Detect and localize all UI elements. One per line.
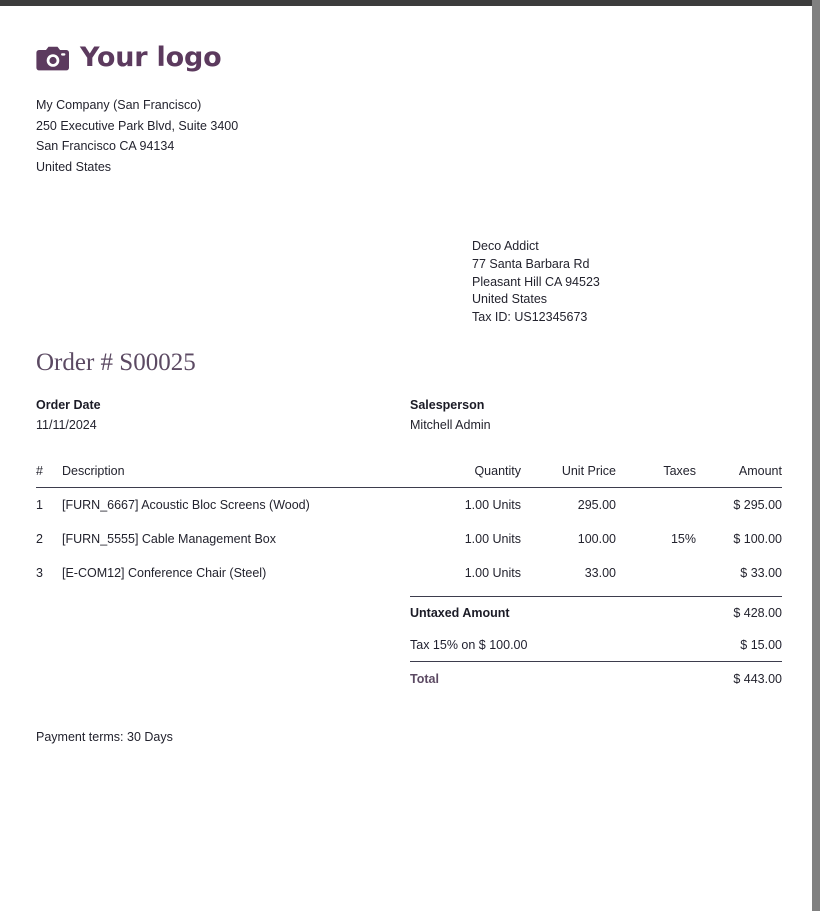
cell-taxes [616,488,696,523]
line-items-table [36,458,782,590]
total-value: $ 443.00 [733,672,782,686]
logo-block [36,6,776,73]
total-label: Total [410,672,439,686]
cell-number: 1 [36,498,43,512]
salesperson-block [410,395,491,435]
customer-address-line: United States [472,292,548,307]
cell-unit-price: 295.00 [577,498,616,512]
customer-address-line: 77 Santa Barbara Rd [472,256,590,271]
cell-unit-price: 33.00 [584,566,616,580]
cell-quantity: 1.00 Units [464,566,521,580]
order-date-value: 11/11/2024 [36,418,97,432]
column-header-number: # [36,458,62,488]
cell-description: [FURN_6667] Acoustic Bloc Screens (Wood) [62,498,310,512]
table-row [36,488,782,523]
cell-taxes [616,556,696,590]
tax-row [410,629,782,662]
cell-taxes: 15% [670,532,696,546]
document-page [0,6,812,911]
cell-unit-price: 100.00 [577,532,616,546]
company-address [36,95,776,177]
cell-number: 2 [36,532,43,546]
company-address-line: 250 Executive Park Blvd, Suite 3400 [36,118,239,133]
salesperson-label: Salesperson [410,398,485,412]
salesperson-value: Mitchell Admin [410,418,491,432]
company-address-line: San Francisco CA 94134 [36,139,175,153]
column-header-amount: Amount [696,458,782,488]
payment-terms: Payment terms: 30 Days [36,730,173,744]
column-header-taxes: Taxes [616,458,696,488]
page-right-edge [812,0,820,911]
untaxed-amount-row [410,597,782,630]
company-address-line: United States [36,159,112,174]
totals-block [410,596,782,695]
cell-amount: $ 295.00 [733,498,782,512]
table-row [36,522,782,556]
cell-description: [FURN_5555] Cable Management Box [62,532,277,546]
cell-quantity: 1.00 Units [464,532,521,546]
column-header-unit-price: Unit Price [521,458,616,488]
order-date-label: Order Date [36,398,101,412]
tax-value: $ 15.00 [673,629,782,662]
customer-address-line: Pleasant Hill CA 94523 [472,274,600,289]
tax-label: Tax 15% on $ 100.00 [410,629,673,662]
untaxed-amount-value: $ 428.00 [673,597,782,630]
customer-tax-id: Tax ID: US12345673 [472,310,588,325]
cell-amount: $ 100.00 [733,532,782,546]
column-header-description: Description [62,458,416,488]
page-title: Order # S00025 [36,349,196,376]
cell-quantity: 1.00 Units [464,498,521,512]
camera-icon [36,43,70,73]
logo-text: Your logo [80,42,222,73]
column-header-quantity: Quantity [416,458,521,488]
company-address-line: My Company (San Francisco) [36,98,202,112]
total-row [410,662,782,696]
cell-description: [E-COM12] Conference Chair (Steel) [62,566,267,580]
order-date-block [36,395,101,435]
cell-number: 3 [36,566,43,580]
table-row [36,556,782,590]
customer-address-line: Deco Addict [472,239,539,253]
untaxed-amount-label: Untaxed Amount [410,597,673,630]
customer-address [472,238,600,327]
cell-amount: $ 33.00 [740,566,782,580]
table-header-row [36,458,782,488]
